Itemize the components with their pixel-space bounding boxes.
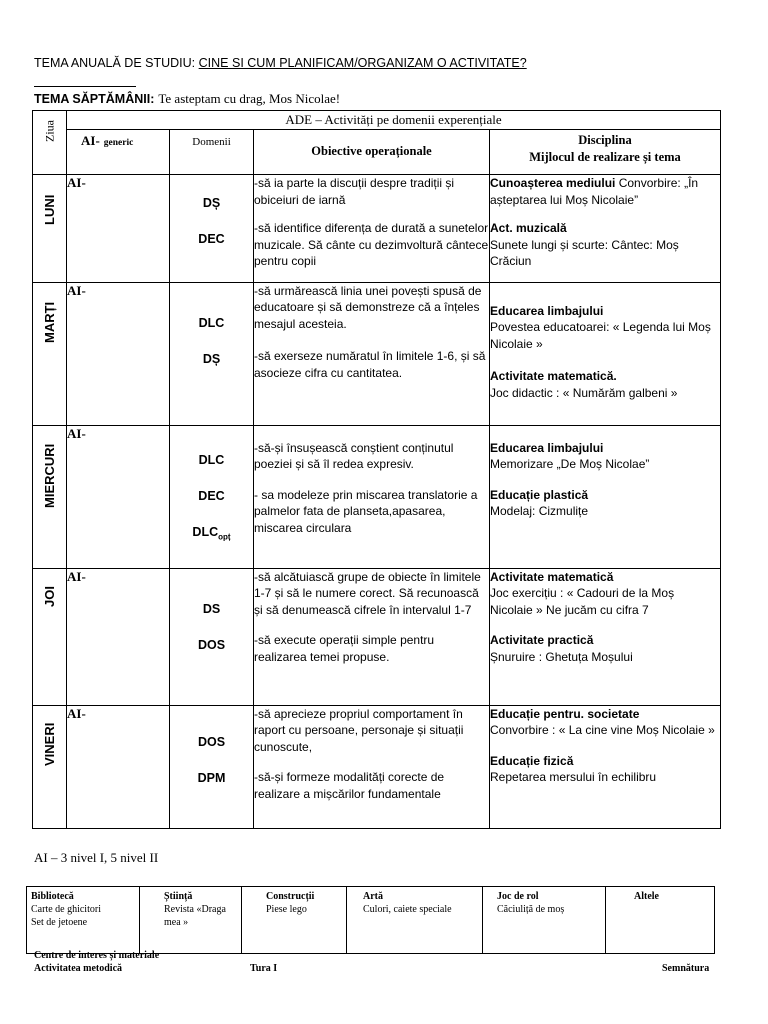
domain-code: DPM (197, 770, 226, 785)
center-other (606, 887, 715, 954)
domain-code: DȘ (202, 196, 221, 210)
ai-cell: AI- (67, 175, 170, 283)
ai-cell: AI- (67, 568, 170, 705)
objective-text: -să identifice diferența de durată a sunetelor muzicale. Să cânte cu dezimvoltură cântece pentru copii (254, 221, 489, 268)
domains-header: Domenii (170, 130, 254, 175)
discipline-cell (490, 568, 721, 705)
objective-text: -să execute operații simple pentru realizarea temei propuse. (254, 633, 435, 664)
center-science (140, 887, 242, 954)
objective-text: -să-și formeze modalități corecte de realizare a mișcărilor fundamentale (254, 770, 445, 801)
weekly-plan-table (32, 110, 721, 829)
center-item: Căciuliță de moș (497, 904, 565, 915)
day-name: LUNI (41, 194, 57, 225)
day-cell (33, 175, 67, 283)
domain-code: DEC (198, 488, 225, 503)
weekly-theme-label: TEMA SĂPTĂMÂNII: (34, 92, 155, 106)
discipline-name: Activitate practică (490, 633, 594, 647)
ade-header: ADE – Activități pe domenii experențiale (67, 111, 721, 130)
discipline-title: Disciplina (578, 133, 632, 147)
domain-code-optional (170, 514, 253, 550)
discipline-text: Sunete lungi și scurte: Cântec: Moș Crăciun (490, 237, 679, 268)
discipline-entry (490, 440, 720, 473)
domain-code: DLC (198, 452, 225, 467)
weekly-theme-line (34, 90, 340, 108)
discipline-text: Convorbire : « La cine vine Moș Nicolaie » (490, 723, 715, 737)
objectives-header: Obiective operaționale (254, 130, 490, 175)
day-row (33, 175, 721, 283)
centers-label: Centre de interes și materiale (34, 950, 160, 961)
discipline-text: Joc exercițiu : « Cadouri de la Moș Nicolaie » Ne jucăm cu cifra 7 (490, 586, 675, 617)
domains-cell (170, 425, 254, 568)
discipline-name: Educație pentru. societate (490, 706, 640, 721)
center-role-play (483, 887, 606, 954)
discipline-text: Povestea educatoarei: « Legenda lui Moș Nicolaie » (490, 320, 711, 351)
day-name: MARȚI (41, 301, 57, 343)
discipline-entry (490, 368, 720, 401)
day-row (33, 705, 721, 828)
methodical-activity-label: Activitatea metodică (34, 963, 123, 974)
center-title: Construcții (266, 891, 315, 902)
objective-text: -să aprecieze propriul comportament în raport cu persoane, personaje și situații cunoscute, (254, 706, 464, 754)
domain-code: DLC (198, 315, 225, 330)
center-item: Set de jetoene (31, 917, 88, 928)
objective-text: -să exerseze număratul în limitele 1-6, și să asocieze cifra cu cantitatea. (254, 349, 486, 380)
weekly-theme-value: Te asteptam cu drag, Mos Nicolae! (158, 91, 341, 106)
header-divider (34, 86, 136, 87)
annual-theme-value: CINE SI CUM PLANIFICAM/ORGANIZAM O ACTIVITATE? (198, 56, 527, 70)
center-item: Culori, caiete speciale (363, 904, 452, 915)
discipline-name: Educarea limbajului (490, 440, 604, 455)
objectives-cell (254, 175, 490, 283)
day-row (33, 425, 721, 568)
center-title: Joc de rol (497, 891, 539, 902)
discipline-entry (490, 220, 720, 270)
domain-code: DEC (198, 232, 225, 246)
domains-cell (170, 282, 254, 425)
domain-code: DS (202, 601, 221, 616)
domains-cell (170, 568, 254, 705)
day-name: JOI (41, 585, 57, 607)
center-title: Bibliotecă (31, 891, 74, 902)
day-name: MIERCURI (41, 443, 57, 508)
objective-text: -să-și însușească conștient conținutul poeziei și să îl redea expresiv. (254, 440, 454, 471)
discipline-text: Joc didactic : « Numărăm galbeni » (490, 385, 678, 400)
discipline-cell (490, 705, 721, 828)
day-cell (33, 705, 67, 828)
domains-cell (170, 175, 254, 283)
discipline-entry (490, 487, 720, 520)
discipline-entry (490, 706, 720, 739)
interest-centers-table (26, 886, 715, 954)
discipline-entry (490, 569, 720, 619)
discipline-entry (490, 303, 720, 353)
center-art (347, 887, 483, 954)
discipline-cell (490, 282, 721, 425)
domain-code: DLC (192, 524, 219, 539)
ai-generic-main: AI- (81, 133, 100, 148)
domain-subscript: opț (218, 532, 231, 541)
center-item: Revista «Draga mea » (164, 904, 226, 928)
objective-text: -să alcătuiască grupe de obiecte în limitele 1-7 și să le numere corect. Să recunoască și să denumească cifrele în intervalul 1-7 (254, 569, 481, 617)
objectives-cell (254, 568, 490, 705)
discipline-name: Educație plastică (490, 487, 589, 502)
ai-generic-header (67, 130, 170, 175)
objective-text: - sa modeleze prin miscarea translatorie a palmelor fata de planseta,apasarea, miscarea circulara (254, 487, 478, 535)
discipline-name: Activitate matematică. (490, 369, 617, 383)
ai-level-note: AI – 3 nivel I, 5 nivel II (34, 850, 159, 865)
day-cell (33, 568, 67, 705)
day-row (33, 282, 721, 425)
day-column-label: Ziua (42, 120, 56, 142)
day-name: VINERI (41, 722, 57, 766)
discipline-cell (490, 425, 721, 568)
annual-theme-label: TEMA ANUALĂ DE STUDIU: (34, 56, 196, 70)
center-construction (242, 887, 347, 954)
shift-label: Tura I (250, 963, 278, 974)
center-title: Artă (363, 891, 383, 902)
day-cell (33, 425, 67, 568)
domains-cell (170, 705, 254, 828)
means-title: Mijlocul de realizare și tema (529, 150, 681, 164)
objective-text: -să ia parte la discuții despre tradiții și obiceiuri de iarnă (254, 176, 455, 207)
domain-code: DȘ (202, 351, 221, 366)
discipline-text: Șnuruire : Ghetuța Moșului (490, 649, 633, 664)
signature-label: Semnătura (662, 963, 710, 974)
discipline-name: Cunoașterea mediului (490, 176, 616, 190)
domain-code: DOS (197, 734, 226, 749)
domain-code: DOS (197, 637, 226, 652)
discipline-entry (490, 753, 720, 786)
ai-cell: AI- (67, 425, 170, 568)
center-title: Altele (634, 891, 659, 902)
ai-cell: AI- (67, 705, 170, 828)
discipline-header (490, 130, 721, 175)
annual-theme-line (34, 56, 527, 70)
objective-text: -să urmărească linia unei povești spusă de educatoare și să demonstreze că a înțeles mesajul acesteia. (254, 283, 482, 331)
discipline-text: Convorbire: „În așteptarea lui Moș Nicolaie” (490, 176, 699, 207)
discipline-text: Repetarea mersului în echilibru (490, 770, 657, 784)
center-item: Carte de ghicitori (31, 904, 101, 915)
discipline-name: Educație fizică (490, 753, 574, 768)
objectives-cell (254, 425, 490, 568)
discipline-name: Activitate matematică (490, 569, 614, 584)
discipline-name: Act. muzicală (490, 221, 567, 235)
discipline-text: Memorizare „De Moș Nicolae” (490, 457, 650, 471)
center-item: Piese lego (266, 904, 307, 915)
ai-generic-sub: generic (103, 138, 134, 148)
discipline-text: Modelaj: Cizmulițe (490, 504, 589, 518)
center-title: Știință (164, 891, 193, 902)
center-library (27, 887, 140, 954)
ai-cell: AI- (67, 282, 170, 425)
day-column-header (33, 111, 67, 175)
discipline-name: Educarea limbajului (490, 303, 604, 318)
discipline-entry (490, 175, 720, 208)
day-row (33, 568, 721, 705)
objectives-cell (254, 282, 490, 425)
discipline-cell (490, 175, 721, 283)
day-cell (33, 282, 67, 425)
discipline-entry (490, 632, 720, 665)
objectives-cell (254, 705, 490, 828)
